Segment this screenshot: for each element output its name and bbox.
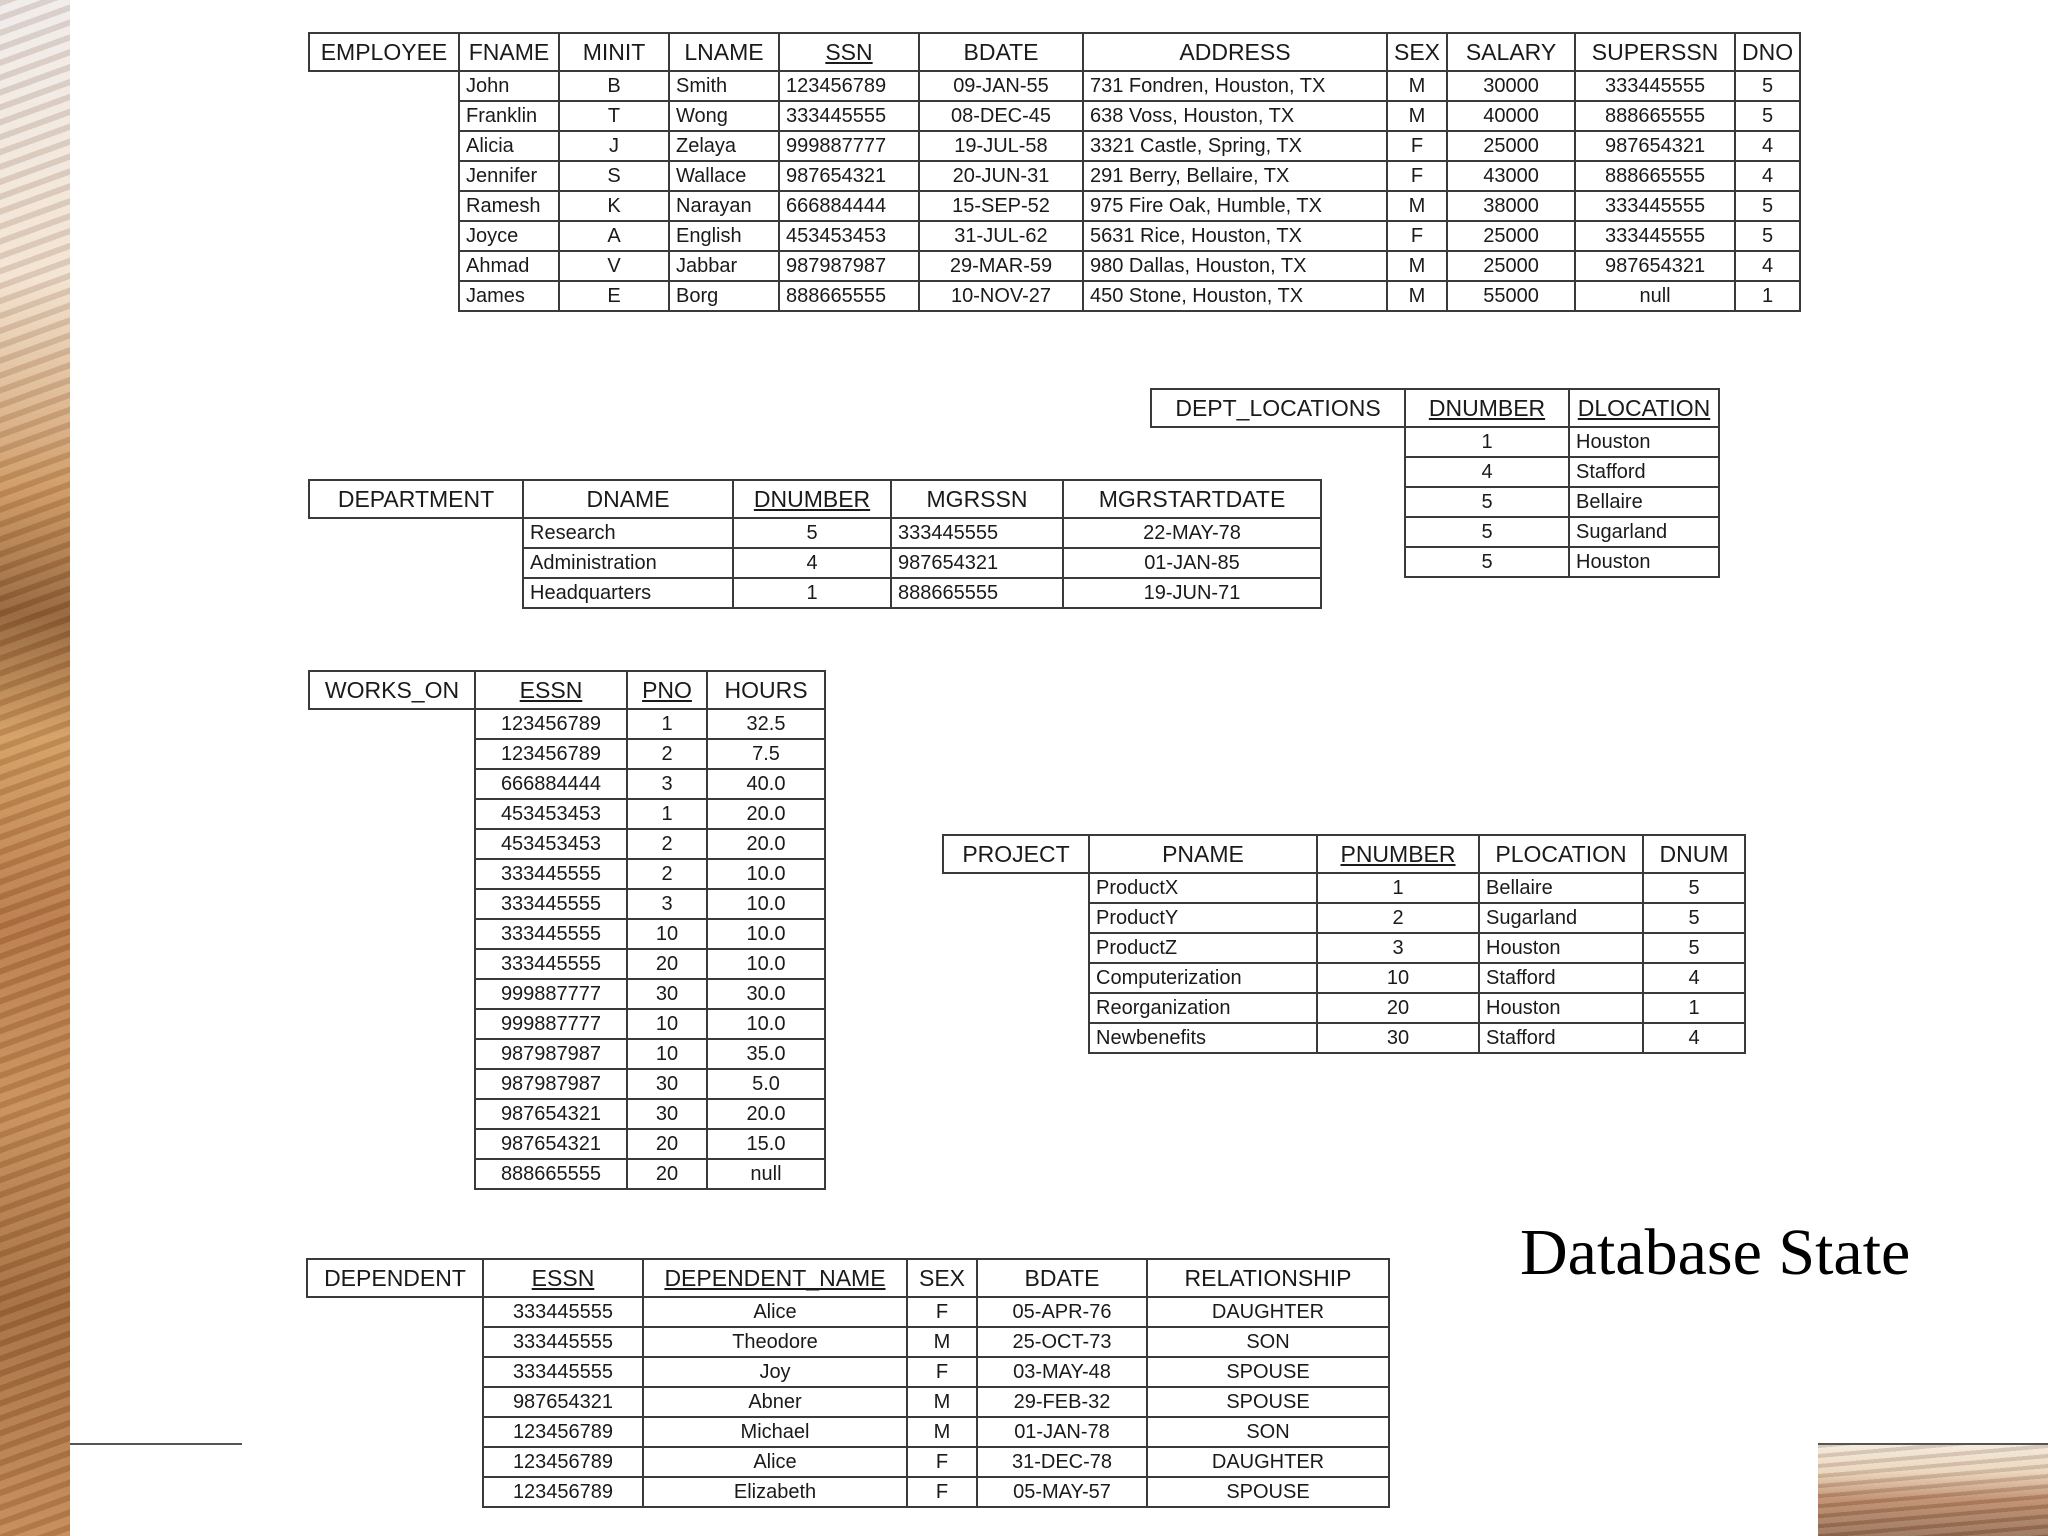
works-on-cell: 40.0	[707, 769, 825, 799]
department-cell: 01-JAN-85	[1063, 548, 1321, 578]
employee-cell: Zelaya	[669, 131, 779, 161]
employee-cell: A	[559, 221, 669, 251]
dept-locations-cell: Houston	[1569, 547, 1719, 577]
works-on-cell: 453453453	[475, 799, 627, 829]
project-cell: Reorganization	[1089, 993, 1317, 1023]
dependent-column-header: SEX	[907, 1259, 977, 1297]
dependent-cell: DAUGHTER	[1147, 1297, 1389, 1327]
works-on-cell: 999887777	[475, 1009, 627, 1039]
project-cell: 4	[1643, 1023, 1745, 1053]
project-cell: Stafford	[1479, 963, 1643, 993]
works-on-cell: 333445555	[475, 859, 627, 889]
works-on-cell: 20.0	[707, 799, 825, 829]
employee-cell: 10-NOV-27	[919, 281, 1083, 311]
works-on-row	[309, 739, 825, 769]
footer-rule-right	[1818, 1443, 2048, 1445]
dependent-column-header: RELATIONSHIP	[1147, 1259, 1389, 1297]
dependent-cell: 25-OCT-73	[977, 1327, 1147, 1357]
employee-cell: Alicia	[459, 131, 559, 161]
dependent-cell: 05-APR-76	[977, 1297, 1147, 1327]
works-on-cell: 2	[627, 829, 707, 859]
employee-row	[309, 281, 1800, 311]
project-cell: Houston	[1479, 933, 1643, 963]
employee-cell: 29-MAR-59	[919, 251, 1083, 281]
employee-cell: 333445555	[1575, 221, 1735, 251]
dept-locations-cell: 5	[1405, 517, 1569, 547]
employee-cell: 291 Berry, Bellaire, TX	[1083, 161, 1387, 191]
employee-row	[309, 191, 1800, 221]
employee-cell: 333445555	[1575, 191, 1735, 221]
project-cell: Computerization	[1089, 963, 1317, 993]
employee-cell: 888665555	[1575, 101, 1735, 131]
employee-row	[309, 101, 1800, 131]
dependent-column-header: ESSN	[483, 1259, 643, 1297]
employee-cell: 38000	[1447, 191, 1575, 221]
project-row	[943, 963, 1745, 993]
employee-cell: English	[669, 221, 779, 251]
works-on-cell: 10.0	[707, 889, 825, 919]
employee-column-header: SUPERSSN	[1575, 33, 1735, 71]
dependent-table	[306, 1258, 1390, 1508]
employee-cell: M	[1387, 251, 1447, 281]
employee-cell: Jabbar	[669, 251, 779, 281]
employee-column-header: FNAME	[459, 33, 559, 71]
works-on-cell: 35.0	[707, 1039, 825, 1069]
employee-cell: 4	[1735, 161, 1800, 191]
employee-cell: 453453453	[779, 221, 919, 251]
employee-cell: 20-JUN-31	[919, 161, 1083, 191]
employee-cell: 4	[1735, 251, 1800, 281]
dependent-cell: Alice	[643, 1447, 907, 1477]
dependent-cell: M	[907, 1417, 977, 1447]
works-on-row	[309, 979, 825, 1009]
dependent-cell: SPOUSE	[1147, 1477, 1389, 1507]
dept-locations-cell: Houston	[1569, 427, 1719, 457]
department-cell: 1	[733, 578, 891, 608]
works-on-row	[309, 1099, 825, 1129]
works-on-cell: 32.5	[707, 709, 825, 739]
works-on-cell: 30.0	[707, 979, 825, 1009]
department-cell: 5	[733, 518, 891, 548]
department-cell: 19-JUN-71	[1063, 578, 1321, 608]
employee-cell: 40000	[1447, 101, 1575, 131]
slide-title: Database State	[1520, 1216, 1911, 1289]
works-on-cell: 20	[627, 949, 707, 979]
employee-cell: 08-DEC-45	[919, 101, 1083, 131]
project-row	[943, 933, 1745, 963]
employee-cell: 30000	[1447, 71, 1575, 101]
employee-cell: 5	[1735, 191, 1800, 221]
project-cell: 4	[1643, 963, 1745, 993]
dependent-cell: DAUGHTER	[1147, 1447, 1389, 1477]
works-on-table	[308, 670, 826, 1190]
dependent-cell: 123456789	[483, 1477, 643, 1507]
employee-cell: 987654321	[779, 161, 919, 191]
project-cell: 10	[1317, 963, 1479, 993]
project-cell: 1	[1643, 993, 1745, 1023]
dependent-cell: 05-MAY-57	[977, 1477, 1147, 1507]
employee-cell: 980 Dallas, Houston, TX	[1083, 251, 1387, 281]
works-on-cell: 10	[627, 919, 707, 949]
department-relation-name: DEPARTMENT	[309, 480, 523, 518]
works-on-row	[309, 1159, 825, 1189]
works-on-cell: 123456789	[475, 709, 627, 739]
desert-background-left	[0, 0, 70, 1536]
employee-cell: Ramesh	[459, 191, 559, 221]
works-on-cell: 1	[627, 799, 707, 829]
employee-cell: 975 Fire Oak, Humble, TX	[1083, 191, 1387, 221]
project-cell: ProductY	[1089, 903, 1317, 933]
dependent-cell: SON	[1147, 1327, 1389, 1357]
dependent-cell: 31-DEC-78	[977, 1447, 1147, 1477]
project-column-header: DNUM	[1643, 835, 1745, 873]
department-cell: 22-MAY-78	[1063, 518, 1321, 548]
project-row	[943, 1023, 1745, 1053]
works-on-cell: 30	[627, 979, 707, 1009]
employee-cell: 123456789	[779, 71, 919, 101]
employee-cell: 25000	[1447, 131, 1575, 161]
project-row	[943, 993, 1745, 1023]
employee-relation-name: EMPLOYEE	[309, 33, 459, 71]
employee-cell: 987654321	[1575, 251, 1735, 281]
employee-cell: M	[1387, 71, 1447, 101]
employee-cell: 09-JAN-55	[919, 71, 1083, 101]
works-on-row	[309, 709, 825, 739]
dept-locations-cell: Bellaire	[1569, 487, 1719, 517]
dependent-cell: SPOUSE	[1147, 1357, 1389, 1387]
works-on-cell: 987987987	[475, 1039, 627, 1069]
employee-cell: 888665555	[779, 281, 919, 311]
works-on-row	[309, 1039, 825, 1069]
footer-rule-left	[70, 1443, 242, 1445]
project-cell: 2	[1317, 903, 1479, 933]
employee-cell: F	[1387, 161, 1447, 191]
dependent-row	[307, 1327, 1389, 1357]
employee-cell: 5631 Rice, Houston, TX	[1083, 221, 1387, 251]
employee-column-header: BDATE	[919, 33, 1083, 71]
dependent-row	[307, 1387, 1389, 1417]
works-on-cell: 333445555	[475, 919, 627, 949]
employee-cell: 3321 Castle, Spring, TX	[1083, 131, 1387, 161]
project-column-header: PNUMBER	[1317, 835, 1479, 873]
employee-row	[309, 161, 1800, 191]
employee-cell: Borg	[669, 281, 779, 311]
project-cell: ProductX	[1089, 873, 1317, 903]
employee-cell: 15-SEP-52	[919, 191, 1083, 221]
works-on-cell: 3	[627, 769, 707, 799]
employee-cell: 43000	[1447, 161, 1575, 191]
project-table	[942, 834, 1746, 1054]
employee-cell: M	[1387, 101, 1447, 131]
dept-locations-cell: 5	[1405, 487, 1569, 517]
employee-cell: 5	[1735, 71, 1800, 101]
dependent-cell: 333445555	[483, 1327, 643, 1357]
employee-cell: 888665555	[1575, 161, 1735, 191]
dependent-cell: F	[907, 1477, 977, 1507]
employee-cell: Franklin	[459, 101, 559, 131]
employee-cell: 638 Voss, Houston, TX	[1083, 101, 1387, 131]
dependent-column-header: DEPENDENT_NAME	[643, 1259, 907, 1297]
dependent-cell: 123456789	[483, 1417, 643, 1447]
works-on-row	[309, 829, 825, 859]
employee-cell: 1	[1735, 281, 1800, 311]
department-row	[309, 578, 1321, 608]
works-on-cell: 10	[627, 1009, 707, 1039]
employee-row	[309, 251, 1800, 281]
employee-cell: 55000	[1447, 281, 1575, 311]
employee-cell: 333445555	[779, 101, 919, 131]
employee-cell: M	[1387, 281, 1447, 311]
works-on-cell: 1	[627, 709, 707, 739]
works-on-cell: 987654321	[475, 1099, 627, 1129]
project-column-header: PLOCATION	[1479, 835, 1643, 873]
employee-column-header: SALARY	[1447, 33, 1575, 71]
project-cell: 5	[1643, 933, 1745, 963]
dependent-row	[307, 1477, 1389, 1507]
works-on-cell: 20	[627, 1159, 707, 1189]
dependent-cell: SPOUSE	[1147, 1387, 1389, 1417]
employee-cell: 987654321	[1575, 131, 1735, 161]
employee-cell: James	[459, 281, 559, 311]
employee-cell: F	[1387, 221, 1447, 251]
department-cell: Administration	[523, 548, 733, 578]
dependent-cell: 987654321	[483, 1387, 643, 1417]
works-on-cell: 123456789	[475, 739, 627, 769]
dependent-cell: Abner	[643, 1387, 907, 1417]
works-on-row	[309, 1009, 825, 1039]
works-on-row	[309, 949, 825, 979]
employee-cell: B	[559, 71, 669, 101]
employee-column-header: DNO	[1735, 33, 1800, 71]
project-row	[943, 873, 1745, 903]
dependent-cell: 333445555	[483, 1297, 643, 1327]
department-cell: 888665555	[891, 578, 1063, 608]
dept-locations-relation-name: DEPT_LOCATIONS	[1151, 389, 1405, 427]
department-cell: 333445555	[891, 518, 1063, 548]
works-on-column-header: PNO	[627, 671, 707, 709]
dependent-cell: 123456789	[483, 1447, 643, 1477]
employee-cell: John	[459, 71, 559, 101]
department-row	[309, 518, 1321, 548]
works-on-column-header: ESSN	[475, 671, 627, 709]
works-on-cell: 987987987	[475, 1069, 627, 1099]
department-column-header: DNAME	[523, 480, 733, 518]
dependent-cell: SON	[1147, 1417, 1389, 1447]
project-cell: 20	[1317, 993, 1479, 1023]
dept-locations-column-header: DLOCATION	[1569, 389, 1719, 427]
works-on-cell: 10	[627, 1039, 707, 1069]
project-relation-name: PROJECT	[943, 835, 1089, 873]
dependent-cell: M	[907, 1387, 977, 1417]
works-on-relation-name: WORKS_ON	[309, 671, 475, 709]
department-column-header: DNUMBER	[733, 480, 891, 518]
dept-locations-cell: 5	[1405, 547, 1569, 577]
works-on-cell: 10.0	[707, 919, 825, 949]
employee-cell: J	[559, 131, 669, 161]
dependent-row	[307, 1447, 1389, 1477]
dependent-cell: Joy	[643, 1357, 907, 1387]
works-on-cell: 3	[627, 889, 707, 919]
works-on-column-header: HOURS	[707, 671, 825, 709]
dependent-row	[307, 1357, 1389, 1387]
employee-cell: M	[1387, 191, 1447, 221]
employee-cell: 31-JUL-62	[919, 221, 1083, 251]
project-cell: Bellaire	[1479, 873, 1643, 903]
department-row	[309, 548, 1321, 578]
dept-locations-cell: 4	[1405, 457, 1569, 487]
department-cell: 4	[733, 548, 891, 578]
dept-locations-cell: Sugarland	[1569, 517, 1719, 547]
works-on-cell: 7.5	[707, 739, 825, 769]
dept-locations-cell: Stafford	[1569, 457, 1719, 487]
department-table	[308, 479, 1322, 609]
works-on-row	[309, 769, 825, 799]
employee-cell: Jennifer	[459, 161, 559, 191]
works-on-cell: 888665555	[475, 1159, 627, 1189]
works-on-row	[309, 1069, 825, 1099]
employee-cell: 5	[1735, 221, 1800, 251]
dependent-cell: F	[907, 1447, 977, 1477]
project-cell: 1	[1317, 873, 1479, 903]
employee-cell: Ahmad	[459, 251, 559, 281]
project-cell: 3	[1317, 933, 1479, 963]
works-on-cell: 10.0	[707, 859, 825, 889]
project-column-header: PNAME	[1089, 835, 1317, 873]
project-cell: 5	[1643, 873, 1745, 903]
employee-row	[309, 131, 1800, 161]
department-cell: 987654321	[891, 548, 1063, 578]
dept-locations-cell: 1	[1405, 427, 1569, 457]
works-on-cell: 15.0	[707, 1129, 825, 1159]
dept-locations-row	[1151, 427, 1719, 457]
employee-cell: 666884444	[779, 191, 919, 221]
employee-cell: Joyce	[459, 221, 559, 251]
employee-cell: Smith	[669, 71, 779, 101]
desert-background-bottom-right	[1818, 1444, 2048, 1536]
employee-cell: 987987987	[779, 251, 919, 281]
employee-cell: 25000	[1447, 221, 1575, 251]
works-on-row	[309, 859, 825, 889]
department-column-header: MGRSTARTDATE	[1063, 480, 1321, 518]
employee-cell: F	[1387, 131, 1447, 161]
dependent-row	[307, 1297, 1389, 1327]
works-on-cell: 666884444	[475, 769, 627, 799]
project-cell: Sugarland	[1479, 903, 1643, 933]
dependent-cell: F	[907, 1357, 977, 1387]
employee-cell: 19-JUL-58	[919, 131, 1083, 161]
dependent-cell: 03-MAY-48	[977, 1357, 1147, 1387]
project-cell: Stafford	[1479, 1023, 1643, 1053]
works-on-cell: 987654321	[475, 1129, 627, 1159]
employee-table	[308, 32, 1801, 312]
project-cell: 5	[1643, 903, 1745, 933]
employee-cell: S	[559, 161, 669, 191]
works-on-row	[309, 1129, 825, 1159]
employee-column-header: SSN	[779, 33, 919, 71]
works-on-cell: 333445555	[475, 949, 627, 979]
employee-column-header: LNAME	[669, 33, 779, 71]
dependent-cell: 333445555	[483, 1357, 643, 1387]
works-on-cell: 20.0	[707, 829, 825, 859]
works-on-cell: 2	[627, 859, 707, 889]
department-cell: Headquarters	[523, 578, 733, 608]
employee-column-header: SEX	[1387, 33, 1447, 71]
project-row	[943, 903, 1745, 933]
dependent-relation-name: DEPENDENT	[307, 1259, 483, 1297]
employee-cell: T	[559, 101, 669, 131]
employee-column-header: ADDRESS	[1083, 33, 1387, 71]
dept-locations-column-header: DNUMBER	[1405, 389, 1569, 427]
department-cell: Research	[523, 518, 733, 548]
employee-cell: V	[559, 251, 669, 281]
works-on-row	[309, 799, 825, 829]
dependent-cell: M	[907, 1327, 977, 1357]
works-on-cell: 20.0	[707, 1099, 825, 1129]
works-on-row	[309, 889, 825, 919]
dependent-cell: Elizabeth	[643, 1477, 907, 1507]
project-cell: Newbenefits	[1089, 1023, 1317, 1053]
works-on-cell: 5.0	[707, 1069, 825, 1099]
dependent-cell: Theodore	[643, 1327, 907, 1357]
dependent-cell: 01-JAN-78	[977, 1417, 1147, 1447]
works-on-cell: null	[707, 1159, 825, 1189]
works-on-cell: 999887777	[475, 979, 627, 1009]
project-cell: Houston	[1479, 993, 1643, 1023]
employee-cell: 999887777	[779, 131, 919, 161]
works-on-cell: 2	[627, 739, 707, 769]
works-on-cell: 30	[627, 1099, 707, 1129]
employee-cell: 25000	[1447, 251, 1575, 281]
project-cell: ProductZ	[1089, 933, 1317, 963]
dependent-column-header: BDATE	[977, 1259, 1147, 1297]
dependent-row	[307, 1417, 1389, 1447]
dependent-cell: F	[907, 1297, 977, 1327]
employee-cell: K	[559, 191, 669, 221]
works-on-cell: 10.0	[707, 949, 825, 979]
dependent-cell: 29-FEB-32	[977, 1387, 1147, 1417]
employee-cell: 450 Stone, Houston, TX	[1083, 281, 1387, 311]
dependent-cell: Alice	[643, 1297, 907, 1327]
employee-cell: Wong	[669, 101, 779, 131]
employee-cell: Wallace	[669, 161, 779, 191]
dependent-cell: Michael	[643, 1417, 907, 1447]
works-on-row	[309, 919, 825, 949]
works-on-cell: 453453453	[475, 829, 627, 859]
department-column-header: MGRSSN	[891, 480, 1063, 518]
works-on-cell: 30	[627, 1069, 707, 1099]
works-on-cell: 333445555	[475, 889, 627, 919]
employee-cell: 333445555	[1575, 71, 1735, 101]
employee-column-header: MINIT	[559, 33, 669, 71]
employee-cell: null	[1575, 281, 1735, 311]
works-on-cell: 10.0	[707, 1009, 825, 1039]
employee-cell: 731 Fondren, Houston, TX	[1083, 71, 1387, 101]
employee-cell: Narayan	[669, 191, 779, 221]
works-on-cell: 20	[627, 1129, 707, 1159]
project-cell: 30	[1317, 1023, 1479, 1053]
employee-row	[309, 221, 1800, 251]
employee-cell: 5	[1735, 101, 1800, 131]
employee-row	[309, 71, 1800, 101]
employee-cell: E	[559, 281, 669, 311]
employee-cell: 4	[1735, 131, 1800, 161]
